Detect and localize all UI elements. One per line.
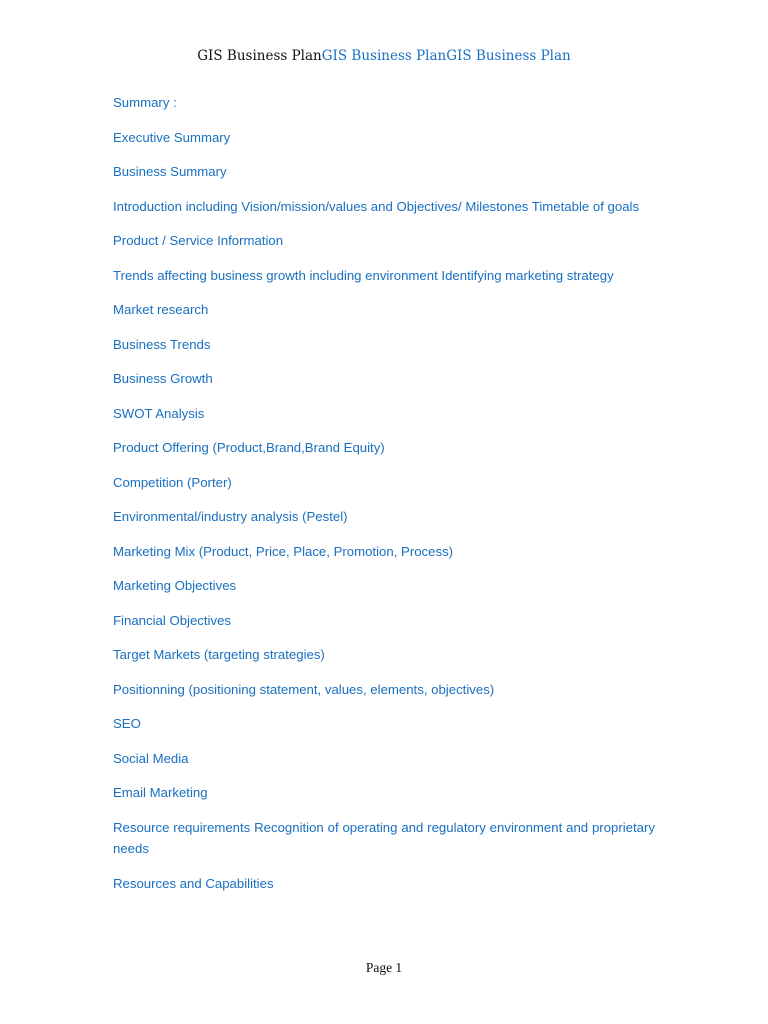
page-header [0, 46, 768, 66]
toc-item-marketing-mix[interactable]: Marketing Mix (Product, Price, Place, Promotion, Process) [113, 543, 454, 559]
toc-item-executive-summary[interactable]: Executive Summary [113, 129, 231, 145]
header-title-part-1: GIS Business Plan [197, 48, 322, 64]
toc-item-target-markets[interactable]: Target Markets (targeting strategies) [113, 647, 325, 662]
toc-item-market-research[interactable]: Market research [113, 302, 209, 317]
toc-item-resources-and-capabilities[interactable]: Resources and Capabilities [113, 875, 274, 891]
toc-item-environmental-analysis[interactable]: Environmental/industry analysis (Pestel) [113, 509, 348, 524]
toc-item-social-media[interactable]: Social Media [113, 750, 189, 766]
toc-item-introduction[interactable]: Introduction including Vision/mission/values and Objectives/ Milestones Timetable of goals [113, 198, 640, 214]
toc-item-business-growth[interactable]: Business Growth [113, 371, 213, 386]
toc-item-marketing-objectives[interactable]: Marketing Objectives [113, 578, 237, 593]
toc-item-email-marketing[interactable]: Email Marketing [113, 785, 208, 800]
toc-item-financial-objectives[interactable]: Financial Objectives [113, 612, 232, 628]
page-footer [0, 958, 768, 978]
toc-item-swot-analysis[interactable]: SWOT Analysis [113, 405, 205, 421]
toc-item-business-summary[interactable]: Business Summary [113, 164, 227, 179]
toc-item-product-service-information[interactable]: Product / Service Information [113, 233, 284, 248]
toc-item-competition[interactable]: Competition (Porter) [113, 474, 232, 490]
header-title-part-2: GIS Business Plan [321, 48, 447, 64]
table-of-contents [113, 92, 655, 907]
toc-item-seo[interactable]: SEO [113, 716, 141, 731]
toc-item-business-trends[interactable]: Business Trends [113, 336, 211, 352]
toc-item-summary[interactable]: Summary : [113, 95, 177, 110]
toc-item-product-offering[interactable]: Product Offering (Product,Brand,Brand Equity) [113, 440, 385, 455]
toc-item-positionning[interactable]: Positionning (positioning statement, values, elements, objectives) [113, 681, 495, 697]
page-number: Page 1 [365, 960, 403, 975]
toc-item-resource-requirements[interactable]: Resource requirements Recognition of operating and regulatory environment and proprietary needs [113, 819, 655, 856]
header-title-part-3: GIS Business Plan [446, 48, 571, 64]
toc-item-trends[interactable]: Trends affecting business growth including environment Identifying marketing strategy [113, 267, 614, 283]
